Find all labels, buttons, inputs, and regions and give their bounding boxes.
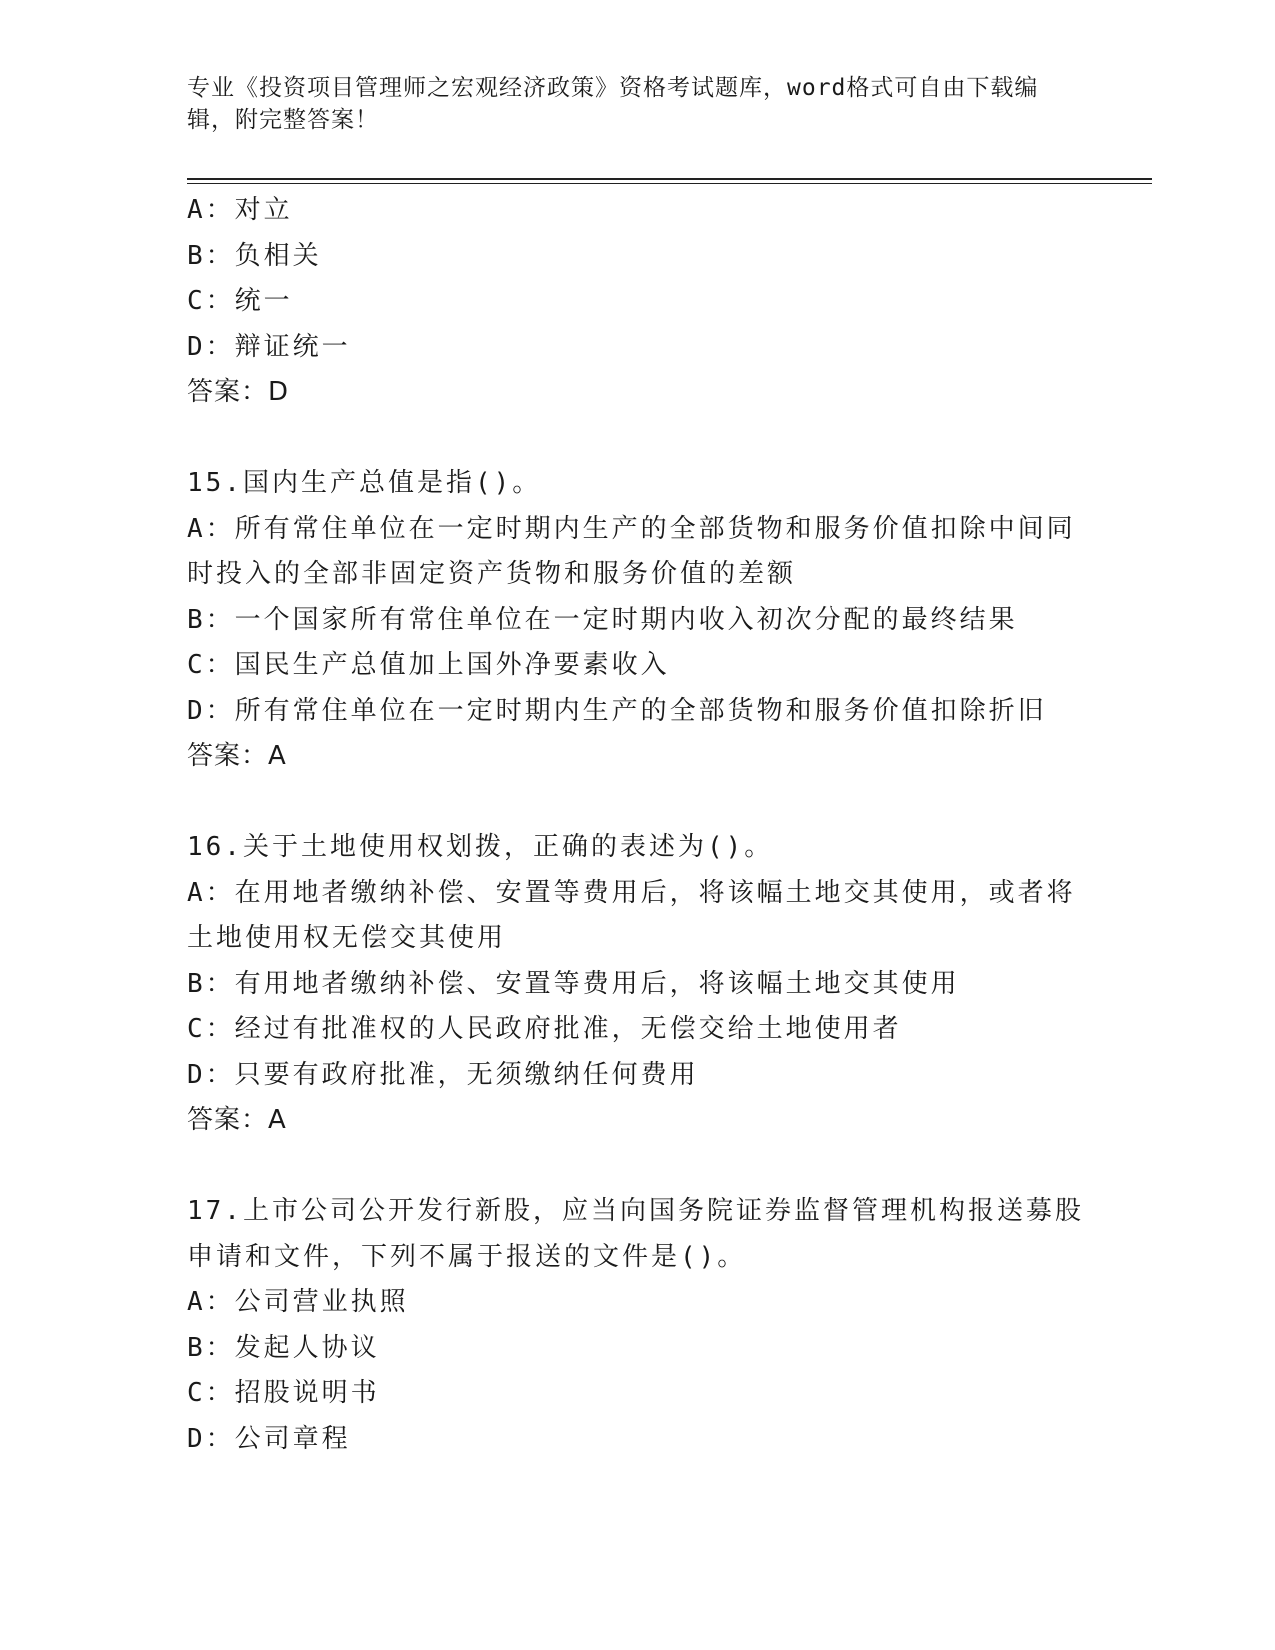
spacer [187,780,1087,826]
question-stem: 15.国内生产总值是指()。 [187,468,542,498]
question-15 [187,461,1087,780]
option-c: C：经过有批准权的人民政府批准，无偿交给土地使用者 [187,1014,902,1044]
option-a: A：所有常住单位在一定时期内生产的全部货物和服务价值扣除中间同 [187,513,1076,544]
option-c: C：招股说明书 [187,1378,380,1408]
header-divider [187,178,1152,184]
spacer [187,1144,1087,1190]
option-a-continued: 土地使用权无偿交其使用 [187,923,507,953]
question-16 [187,825,1087,1144]
option-b: B：发起人协议 [187,1332,380,1363]
header-line-2: 辑，附完整答案！ [187,107,379,133]
question-content [187,188,1087,1462]
option-c: C：国民生产总值加上国外净要素收入 [187,650,670,680]
answer: 答案：A [187,1105,287,1135]
header-line-1: 专业《投资项目管理师之宏观经济政策》资格考试题库，word格式可自由下载编 [187,75,1039,101]
option-a: A：公司营业执照 [187,1287,409,1317]
spacer [187,416,1087,462]
option-d: D：公司章程 [187,1423,351,1454]
option-c: C：统一 [187,286,293,316]
option-b: B：一个国家所有常住单位在一定时期内收入初次分配的最终结果 [187,604,1018,635]
question-stem: 16.关于土地使用权划拨，正确的表述为()。 [187,832,774,862]
option-b: B：负相关 [187,240,322,271]
answer: 答案：A [187,741,287,771]
answer: 答案：D [187,377,290,407]
option-d: D：只要有政府批准，无须缴纳任何费用 [187,1059,699,1090]
option-a: A：在用地者缴纳补偿、安置等费用后，将该幅土地交其使用，或者将 [187,877,1076,908]
option-b: B：有用地者缴纳补偿、安置等费用后，将该幅土地交其使用 [187,968,960,999]
question-14 [187,188,1087,416]
option-a-continued: 时投入的全部非固定资产货物和服务价值的差额 [187,559,797,589]
question-stem: 17.上市公司公开发行新股，应当向国务院证券监督管理机构报送募股 [187,1196,1084,1226]
option-d: D：所有常住单位在一定时期内生产的全部货物和服务价值扣除折旧 [187,695,1047,726]
page-header [187,72,1087,136]
question-stem-continued: 申请和文件，下列不属于报送的文件是()。 [187,1241,747,1272]
question-17 [187,1189,1087,1462]
option-a: A：对立 [187,195,293,225]
option-d: D：辩证统一 [187,331,351,362]
